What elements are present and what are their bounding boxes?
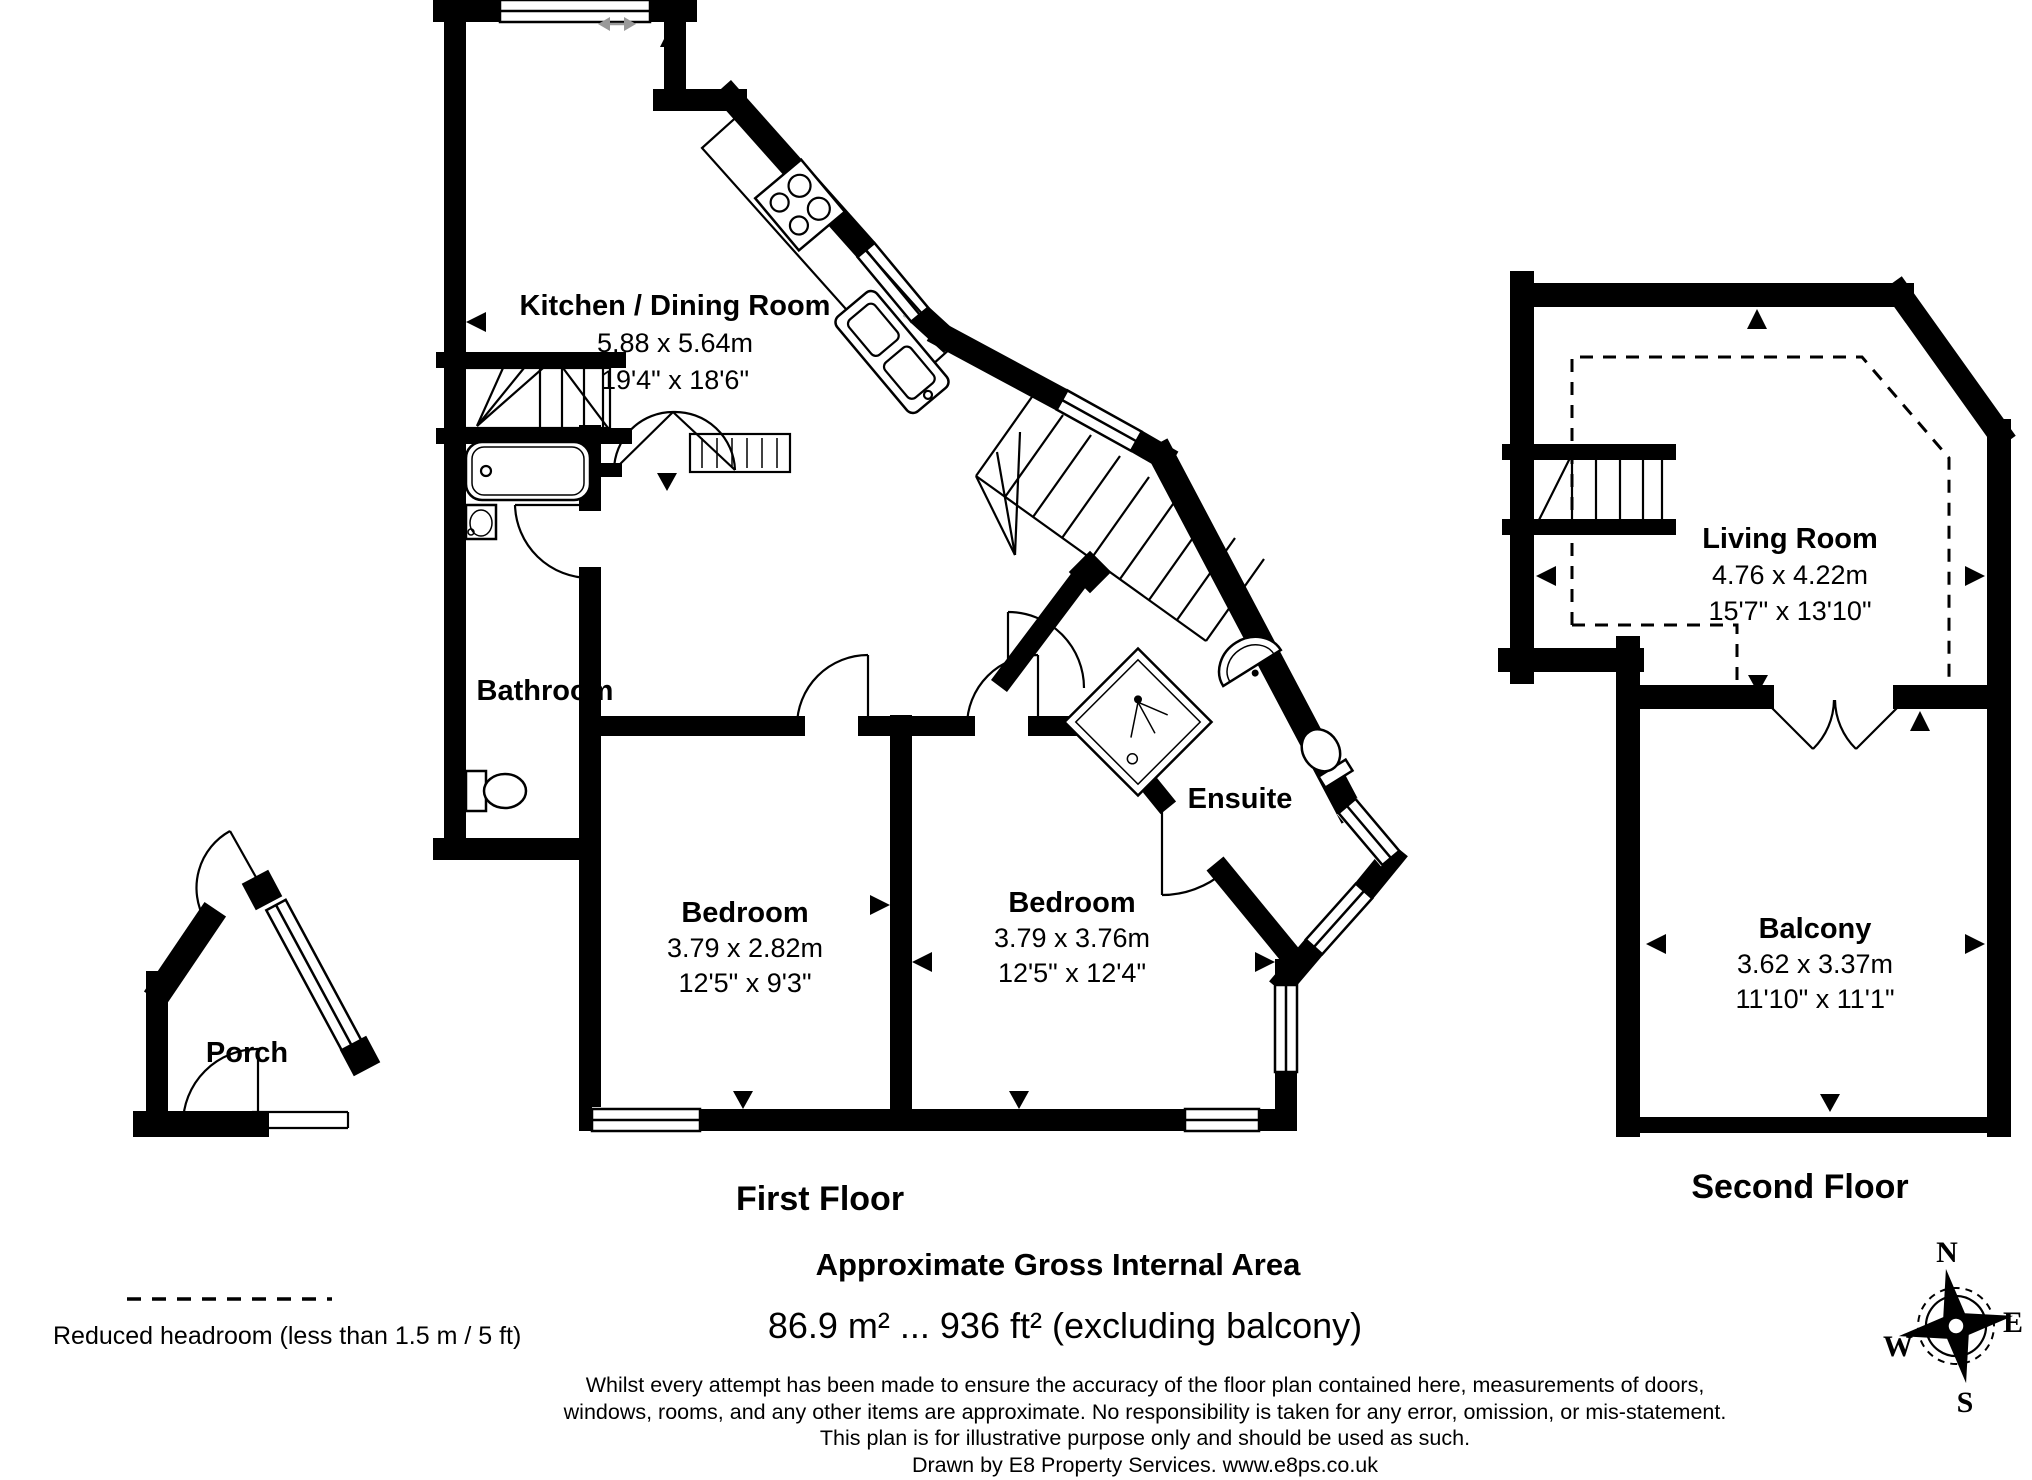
hob-icon [755,160,845,251]
disclaimer-line-3: This plan is for illustrative purpose only and should be used as such. [819,1426,1471,1450]
arrow-right-icon [870,895,890,915]
kitchen-label: Kitchen / Dining Room [519,290,831,322]
bathroom-toilet-icon [466,771,526,811]
first-floor-plan [444,0,1401,1218]
credit-line: Drawn by E8 Property Services. www.e8ps.co.uk [911,1453,1379,1477]
reduced-headroom-label: Reduced headroom (less than 1.5 m / 5 ft) [53,1322,522,1350]
arrow-up-icon [1910,711,1930,731]
first-floor-doors [515,412,1224,895]
window-ensuite-right [1337,798,1401,867]
disclaimer-line-2: windows, rooms, and any other items are approximate. No responsibility is taken for any error, omission, or mis-statement. [563,1400,1727,1424]
balcony-door-arc-right [1835,700,1856,749]
area-value: 86.9 m² ... 936 ft² (excluding balcony) [767,1305,1363,1346]
window-stair-diagonal [1056,389,1143,453]
wall-outer-shallow [943,336,1062,400]
bedroom2-metric: 3.79 x 3.76m [993,923,1151,953]
arrow-right-icon [1965,934,1985,954]
bathroom-basin-icon [466,505,496,539]
arrow-left-icon [1646,934,1666,954]
wall-ensuite-br-a [1364,858,1391,891]
balcony-metric: 3.62 x 3.37m [1736,949,1894,979]
second-floor-title: Second Floor [1691,1168,1909,1206]
compass-north-label: N [1936,1236,1958,1269]
area-title: Approximate Gross Internal Area [815,1247,1301,1282]
balcony-door-arc-left [1813,700,1834,749]
living-room-label: Living Room [1702,523,1878,555]
bedroom2-label: Bedroom [1008,887,1136,919]
compass-east-label: E [2002,1306,2024,1339]
wall-stair-ensuite [1005,585,1075,678]
arrow-up-icon [1747,309,1767,329]
bedroom2-imperial: 12'5" x 12'4" [997,958,1147,988]
first-floor-title: First Floor [735,1180,905,1218]
kitchen-sink-icon [832,288,952,416]
bathroom-label: Bathroom [476,675,614,707]
bedroom1-label: Bedroom [681,897,809,929]
bathroom-fixtures [466,442,590,811]
arrow-left-icon [912,952,932,972]
shower-icon [1064,648,1211,795]
arrow-right-icon [1965,566,1985,586]
ensuite-label: Ensuite [1187,783,1293,815]
living-room-metric: 4.76 x 4.22m [1711,560,1869,590]
kitchen-metric: 5.88 x 5.64m [596,328,754,358]
balcony-imperial: 11'10" x 11'1" [1735,984,1895,1014]
window-bedroom2-right [1273,985,1299,1072]
arrow-down-icon [1009,1091,1029,1109]
window-bedroom2-bottom [1185,1107,1259,1133]
bedroom1-metric: 3.79 x 2.82m [666,933,824,963]
bedroom1-door-arc [797,655,868,726]
porch-wall-diagonal [162,920,208,988]
window-ensuite-bottom [1304,882,1373,955]
living-room-imperial: 15'7" x 13'10" [1708,596,1872,626]
footer-text [563,1247,1727,1477]
balcony-doors [1764,700,1905,749]
bathtub-icon [466,442,590,500]
balcony-label: Balcony [1758,913,1872,945]
arrow-down-icon [733,1091,753,1109]
legend [53,1299,521,1350]
porch-label: Porch [205,1037,289,1069]
second-floor-plan [1510,283,1999,1206]
second-floor-labels [1691,523,1908,1206]
compass-south-label: S [1956,1386,1974,1419]
winder-stairs [463,368,610,428]
arrow-left-icon [466,312,486,332]
arrow-down-icon [657,473,677,491]
compass-rose-icon [1883,1236,2023,1419]
porch-window [265,899,364,1052]
wall-ensuite-bl-b [1222,872,1286,950]
window-bedroom1-bottom [592,1107,700,1133]
arrow-left-icon [1536,566,1556,586]
wall2-chamfer [1899,293,1999,433]
arrow-right-icon [1255,952,1275,972]
porch-plan [146,831,380,1128]
compass-west-label: W [1883,1330,1913,1363]
disclaimer-line-1: Whilst every attempt has been made to ensure the accuracy of the floor plan contained here, measurements of doors, [585,1373,1705,1397]
arrow-down-icon [1820,1094,1840,1112]
bathroom-door-arc [515,505,590,578]
first-floor-walls [444,0,1391,1120]
bedroom1-imperial: 12'5" x 9'3" [678,968,812,998]
kitchen-imperial: 19'4" x 18'6" [600,365,750,395]
